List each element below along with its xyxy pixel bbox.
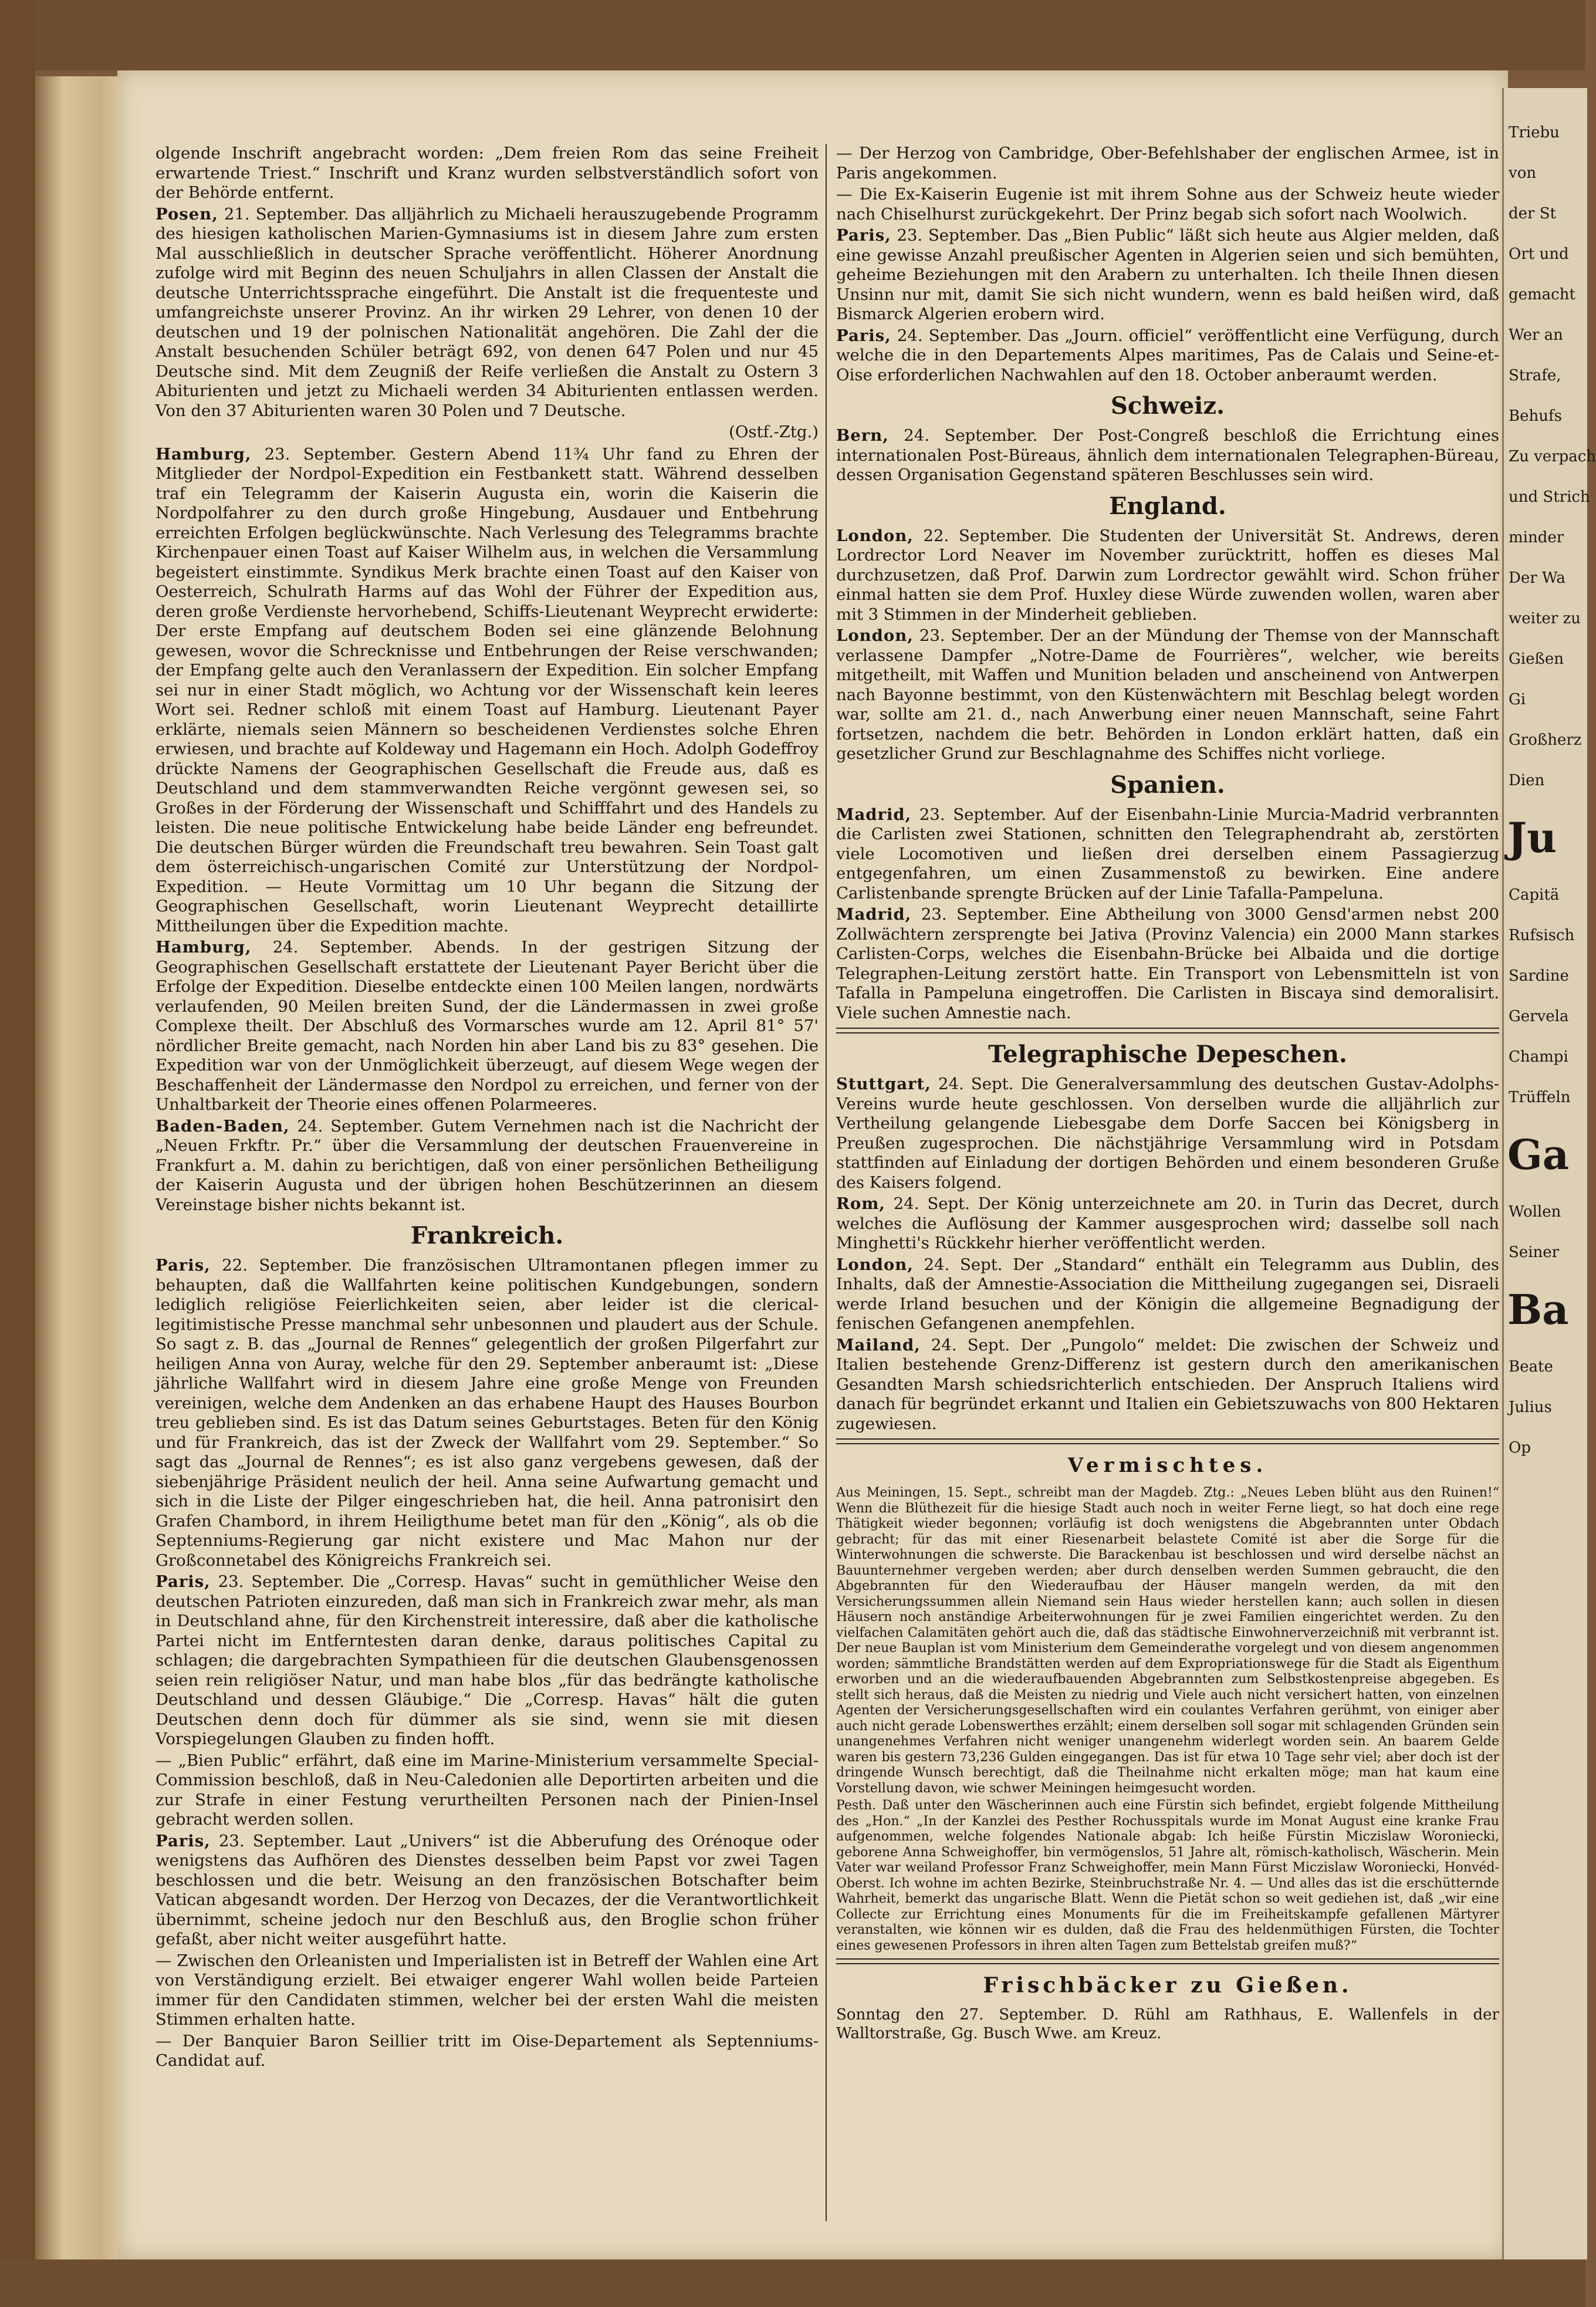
dateline: London,: [836, 526, 914, 545]
adjacent-page-text: Dien: [1509, 772, 1545, 789]
adjacent-page-text: Op: [1509, 1439, 1531, 1457]
adjacent-page-text: Gervela: [1509, 1008, 1569, 1025]
adjacent-page-text: Gießen: [1509, 650, 1564, 668]
adjacent-page-text: Strafe,: [1509, 367, 1561, 384]
adjacent-page-text: weiter zu: [1509, 610, 1581, 627]
right-article: Madrid, 23. September. Auf der Eisenbahn-Linie Murcia-Madrid verbrannten die Carlisten zwei Stationen, schnitten den Telegraphendraht ab, zerstörten viele Locomotiven und ließen drei derselben einem Passagierzug entgegenfahren, um einen Zusammenstoß zu bewirken. Eine andere Carlistenbande sprengte Brücken auf der Linie Tafalla-Pampeluna.: [836, 805, 1499, 903]
dateline: London,: [836, 1255, 914, 1274]
adjacent-page-text: Sardine: [1509, 967, 1569, 985]
telegraph-item: Rom, 24. Sept. Der König unterzeichnete am 20. in Turin das Decret, durch welches die Auflösung der Kammer ausgesprochen wird; dasselbe soll nach Minghetti's Rückkehr hierher veröffentlicht werden.: [836, 1194, 1499, 1252]
adjacent-page-text: Champi: [1509, 1048, 1568, 1066]
adjacent-page-text: Behufs: [1509, 407, 1562, 425]
vermischtes-text: [836, 1485, 1499, 1954]
left-column: [155, 144, 819, 2227]
left-section-heading: Frankreich.: [410, 1222, 564, 1249]
dateline: Paris,: [155, 1256, 211, 1275]
right-article: London, 23. September. Der an der Mündung der Themse von der Mannschaft verlassene Dampfer „Notre-Dame de Fourrières“, welcher, wie bereits mitgetheilt, mit Waffen und Munition beladen und anscheinend von Antwerpen nach Bayonne bestimmt, von den Küstenwächtern mit Beschlag belegt worden war, sollte am 21. d., nach Anwerbung einer neuen Mannschaft, seine Fahrt fortsetzen, nachdem die betr. Behörden in London erklärt hatten, daß ein gesetzlicher Grund zur Beschlagnahme des Schiffes nicht vorliege.: [836, 626, 1499, 763]
adjacent-page-text: Großherz: [1509, 731, 1582, 749]
vermischtes-heading: Vermischtes.: [1067, 1454, 1268, 1477]
dateline: Paris,: [836, 226, 891, 245]
right-section-heading: Schweiz.: [1110, 392, 1225, 420]
adjacent-page-text: von: [1509, 164, 1537, 182]
adjacent-page-text: Ju: [1507, 813, 1557, 862]
adjacent-page-text: Trüffeln: [1509, 1089, 1571, 1106]
dateline: Mailand,: [836, 1335, 921, 1355]
left-article: Baden-Baden, 24. September. Gutem Vernehmen nach ist die Nachricht der „Neuen Frkftr. Pr.“ über die Versammlung der deutschen Frauenvereine in Frankfurt a. M. dahin zu berichtigen, daß von einer persönlichen Betheiligung der Kaiserin Augusta und der übrigen hohen Beschützerinnen an diesem Vereinstage bisher nichts bekannt ist.: [155, 1116, 819, 1214]
right-article: Madrid, 23. September. Eine Abtheilung von 3000 Gensd'armen nebst 200 Zollwächtern zersprengte bei Jativa (Provinz Valencia) ein 2000 Mann starkes Carlisten-Corps, welches die Eisenbahn-Brücke bei Albaida und die dortige Telegraphen-Leitung zerstört hatte. Ein Transport von Lebensmitteln ist von Tafalla in Pampeluna eingetroffen. Die Carlisten in Biscaya sind demoralisirt. Viele suchen Amnestie nach.: [836, 905, 1499, 1022]
adjacent-page-text: Beate: [1509, 1358, 1553, 1376]
vermischtes-paragraph: Pesth. Daß unter den Wäscherinnen auch eine Fürstin sich befindet, ergiebt folgende Mittheilung des „Hon.“ „In der Kanzlei des Pesther Rochusspitals wurde im Monat August eine kranke Frau aufgenommen, welche folgendes Nationale abgab: Ich heiße Fürstin Miczislaw Woroniecki, geborene Anna Schweighoffer, bin vermögenslos, 51 Jahre alt, römisch-katholisch, Wäscherin. Mein Vater war weiland Professor Franz Schweighoffer, mein Mann Fürst Miczislaw Woroniecki, Honvéd-Oberst. Ich wohne im achten Bezirke, Steinbruchstraße Nr. 4. — Und alles das ist die erschütternde Wahrheit, bemerkt das ungarische Blatt. Wenn die Pietät schon so weit gediehen ist, daß „wir eine Collecte zur Errichtung eines Monuments für die im Freiheitskampfe gefallenen Märtyrer veranstalten, wie können wir es dulden, daß die Frau des heldenmüthigen Fürsten, die Tochter eines gewesenen Professors in ihren alten Tagen zum Bettelstab greifen muß?“: [836, 1798, 1499, 1953]
adjacent-page-fragment: [1502, 88, 1596, 2259]
telegraph-item: London, 24. Sept. Der „Standard“ enthält ein Telegramm aus Dublin, des Inhalts, daß der Amnestie-Association die Mittheilung zugegangen sei, Disraeli werde Irland besuchen und der Königin die allgemeine Begnadigung der fenischen Gefangenen anempfehlen.: [836, 1255, 1499, 1333]
section-rule: [836, 1958, 1499, 1964]
dateline: Madrid,: [836, 805, 912, 824]
adjacent-page-text: gemacht: [1509, 286, 1575, 303]
dateline: Madrid,: [836, 905, 912, 924]
page-stack-edge: [35, 76, 129, 2259]
left-article: Paris, 23. September. Laut „Univers“ ist die Abberufung des Orénoque oder wenigstens das Aufhören des Dienstes desselben beim Papst vor zwei Tagen beschlossen und die betr. Weisung an den französischen Botschafter beim Vatican abgesandt worden. Der Herzog von Decazes, der die Verantwortlichkeit übernimmt, scheine jedoch nur den Beschluß aus, den Broglie schon früher gefaßt, aber nicht weiter ausgeführt hatte.: [155, 1831, 819, 1948]
adjacent-page-text: Gi: [1509, 691, 1526, 708]
telegraph-items: [836, 1075, 1499, 1434]
telegraph-heading: Telegraphische Depeschen.: [988, 1041, 1347, 1068]
right-section-heading: Spanien.: [1110, 771, 1225, 799]
dateline: Rom,: [836, 1194, 885, 1213]
adjacent-page-text: Triebu: [1509, 124, 1560, 141]
dateline: Stuttgart,: [836, 1075, 931, 1093]
adjacent-page-text: Der Wa: [1509, 569, 1565, 587]
left-paragraph: — „Bien Public“ erfährt, daß eine im Marine-Ministerium versammelte Special-Commission beschloß, daß in Neu-Caledonien alle Deportirten arbeiten und die zur Strafe in einer Festung verurtheilten Personen nach der Pinien-Insel gebracht werden sollen.: [155, 1751, 819, 1829]
section-rule: [836, 1438, 1499, 1444]
left-paragraph: — Der Banquier Baron Seillier tritt im Oise-Departement als Septenniums-Candidat auf.: [155, 2031, 819, 2070]
dateline: Paris,: [836, 326, 891, 345]
section-rule: [836, 1028, 1499, 1033]
dateline: Bern,: [836, 426, 889, 445]
left-article: Hamburg, 23. September. Gestern Abend 11¾ Uhr fand zu Ehren der Mitglieder der Nordpol-Expedition ein Festbankett statt. Während desselben traf ein Telegramm der Kaiserin Augusta ein, worin die Kaiserin die Nordpolfahrer zu den durch große Hingebung, Ausdauer und Entbehrung erreichten Erfolgen beglückwünschte. Nach Verlesung des Telegramms brachte Kirchenpauer einen Toast auf Kaiser Wilhelm aus, in welchen die Versammlung begeistert einstimmte. Syndikus Merk brachte einen Toast auf den Kaiser von Oesterreich, Schulrath Harms auf das Wohl der Führer der Expedition aus, deren große Verdienste hervorhebend, Schiffs-Lieutenant Weyprecht erwiderte: Der erste Empfang auf deutschem Boden sei eine glänzende Belohnung gewesen, wovor die Schrecknisse und Entbehrungen der Reise verschwanden; der Empfang gelte auch den Veranlassern der Expedition. Ein solcher Empfang sei nur in einer Stadt möglich, wo Achtung vor der Wissenschaft kein leeres Wort sei. Redner schloß mit einem Toast auf Hamburg. Lieutenant Payer erklärte, niemals seien Männern so bescheidenen Verdienstes solche Ehren erwiesen, und brachte auf Koldeway und Hagemann ein Hoch. Adolph Godeffroy drückte Namens der Geographischen Gesellschaft die Freude aus, daß es Deutschland und dem stammverwandten Reiche vergönnt gewesen sei, so Großes in der Förderung der Wissenschaft und Schifffahrt und des Handels zu leisten. Die neue politische Entwickelung habe beide Länder eng befreundet. Die deutschen Bürger würden die Freundschaft treu bewahren. Sein Toast galt dem österreichisch-ungarischen Comité zur Unterstützung der Nordpol-Expedition. — Heute Vormittag um 10 Uhr begann die Sitzung der Geographischen Gesellschaft, worin Lieutenant Weyprecht detaillirte Mittheilungen über die Expedition machte.: [155, 444, 819, 935]
right-article: Bern, 24. September. Der Post-Congreß beschloß die Errichtung eines internationalen Post-Büreaus, ähnlich dem internationalen Telegraphen-Büreau, dessen Organisation Gegenstand späteren Beschlusses sein wird.: [836, 426, 1499, 484]
adjacent-page-text: Capitä: [1509, 886, 1560, 904]
dateline: London,: [836, 626, 914, 645]
dateline: Hamburg,: [155, 938, 252, 957]
right-column-news: [836, 144, 1499, 1023]
telegraph-item: Mailand, 24. Sept. Der „Pungolo“ meldet: Die zwischen der Schweiz und Italien bestehende Grenz-Differenz ist gestern durch den amerikanischen Gesandten Marsh schiedsrichterlich entschieden. Der Anspruch Italiens wird danach für begründet erkannt und Italien ein Gebietszuwachs von 800 Hektaren zugewiesen.: [836, 1335, 1499, 1433]
left-paragraph: olgende Inschrift angebracht worden: „Dem freien Rom das seine Freiheit erwartende Triest.“ Inschrift und Kranz wurden selbstverständlich sofort von der Behörde entfernt.: [155, 144, 819, 202]
right-paragraph: — Der Herzog von Cambridge, Ober-Befehlshaber der englischen Armee, ist in Paris angekommen.: [836, 144, 1499, 183]
adjacent-page-text: Rufsisch: [1509, 927, 1575, 944]
column-divider: [826, 144, 827, 2221]
right-section-heading: England.: [1109, 492, 1226, 520]
dateline: Paris,: [155, 1572, 211, 1591]
dateline: Posen,: [155, 204, 218, 224]
adjacent-page-text: Ba: [1507, 1285, 1569, 1334]
right-article: Paris, 23. September. Das „Bien Public“ läßt sich heute aus Algier melden, daß eine gewisse Anzahl preußischer Agenten in Algerien seien und sich bemühten, geheime Beziehungen mit den Arabern zu unterhalten. Ich theile Ihnen diesen Unsinn nur mit, damit Sie sich nicht wundern, wenn es bald heißen wird, daß Bismarck Algerien erobern wird.: [836, 226, 1499, 323]
adjacent-page-text: minder: [1509, 529, 1564, 546]
frischbaecker-text: Sonntag den 27. September. D. Rühl am Rathhaus, E. Wallenfels in der Walltorstraße, Gg. Busch Wwe. am Kreuz.: [836, 2006, 1499, 2042]
adjacent-page-text: Wer an: [1509, 326, 1563, 344]
dateline: Hamburg,: [155, 444, 252, 464]
adjacent-page-text: der St: [1509, 205, 1556, 222]
left-source-credit: (Ostf.-Ztg.): [729, 423, 819, 441]
bottom-edge: [0, 2259, 1585, 2307]
adjacent-page-text: Julius: [1509, 1399, 1552, 1416]
left-article: Hamburg, 24. September. Abends. In der gestrigen Sitzung der Geographischen Gesellschaft erstattete der Lieutenant Payer Bericht über die Erfolge der Expedition. Dieselbe entdeckte einen 100 Meilen langen, nordwärts verlaufenden, 90 Meilen breiten Sund, der die Ländermassen in zwei große Complexe theilt. Der Abschluß des Vormarsches wurde am 12. April 81° 57' nördlicher Breite gemacht, nach Norden hin aber Land bis zu 83° gesehen. Die Expedition war von der Unmöglichkeit überzeugt, auf diesem Wege wegen der Beschaffenheit der Ländermasse den Nordpol zu erreichen, und ferner von der Unhaltbarkeit der Theorie eines offenen Polarmeeres.: [155, 938, 819, 1114]
left-article: Paris, 23. September. Die „Corresp. Havas“ sucht in gemüthlicher Weise den deutschen Patrioten einzureden, daß man sich in Frankreich zwar mehr, als man in Deutschland ahne, für den Kirchenstreit interessire, daß aber die katholische Partei nicht im Entferntesten daran denke, daraus politisches Capital zu schlagen; die dargebrachten Sympathieen für die deutschen Glaubensgenossen seien rein religiöser Natur, und man habe blos „für das bedrängte katholische Deutschland und dessen Gläubige.“ Die „Corresp. Havas“ hält die guten Deutschen denn doch für dümmer als sie sind, wenn sie mit diesen Vorspiegelungen Glauben zu finden hofft.: [155, 1572, 819, 1748]
dateline: Baden-Baden,: [155, 1116, 290, 1136]
left-article: Posen, 21. September. Das alljährlich zu Michaeli herauszugebende Programm des hiesigen katholischen Marien-Gymnasiums ist in diesem Jahre zum ersten Mal ausschließlich in deutscher Sprache veröffentlicht. Höherer Anordnung zufolge wird mit Beginn des neuen Schuljahrs in allen Classen der Anstalt die deutsche Unterrichtssprache eingeführt. Die Anstalt ist die frequenteste und umfangreichste unserer Provinz. An ihr wirken 29 Lehrer, von denen 10 der deutschen und 19 der polnischen Nationalität angehören. Die Zahl der die Anstalt besuchenden Schüler beträgt 692, von denen 647 Polen und nur 45 Deutsche sind. Mit dem Zeugniß der Reife verließen die Anstalt zu Ostern 3 Abiturienten und jetzt zu Michaeli werden 34 Abiturienten entlassen werden. Von den 37 Abiturienten waren 30 Polen und 7 Deutsche.: [155, 204, 819, 420]
right-paragraph: — Die Ex-Kaiserin Eugenie ist mit ihrem Sohne aus der Schweiz heute wieder nach Chiselhurst zurückgekehrt. Der Prinz begab sich sofort nach Woolwich.: [836, 185, 1499, 224]
adjacent-page-text: Ga: [1507, 1130, 1570, 1179]
adjacent-page-text: und Strich: [1509, 488, 1590, 506]
right-column: [836, 144, 1499, 2227]
telegraph-item: Stuttgart, 24. Sept. Die Generalversammlung des deutschen Gustav-Adolphs-Vereins wurde heute geschlossen. Von derselben wurde die alljährlich zur Vertheilung gelangende Liebesgabe dem Dorfe Saccen bei Königsberg in Preußen zugesprochen. Die nächstjährige Versammlung wird in Potsdam stattfinden auf Einladung der dortigen Behörden und einem besonderen Gruße des Kaisers folgend.: [836, 1075, 1499, 1192]
frischbaecker-heading: Frischbäcker zu Gießen.: [983, 1973, 1352, 1998]
right-article: London, 22. September. Die Studenten der Universität St. Andrews, deren Lordrector Lord Neaver im November zurücktritt, hoffen es dieses Mal durchzusetzen, daß Prof. Darwin zum Lordrector gewählt wird. Schon früher einmal hatten sie dem Prof. Huxley diese Würde zuwenden wollen, waren aber mit 3 Stimmen in der Minderheit geblieben.: [836, 526, 1499, 624]
adjacent-page-text: Wollen: [1509, 1203, 1561, 1221]
left-paragraph: — Zwischen den Orleanisten und Imperialisten ist in Betreff der Wahlen eine Art von Verständigung erzielt. Bei etwaiger engerer Wahl wollen beide Parteien immer für den Candidaten stimmen, welcher bei der ersten Wahl die meisten Stimmen erhalten hatte.: [155, 1951, 819, 2029]
left-article: Paris, 22. September. Die französischen Ultramontanen pflegen immer zu behaupten, daß die Wallfahrten keine politischen Kundgebungen, sondern lediglich religiöse Feierlichkeiten seien, aber leider ist die clerical-legitimistische Presse manchmal sehr unbesonnen und plaudert aus der Schule. So sagt z. B. das „Journal de Rennes“ gelegentlich der großen Pilgerfahrt zur heiligen Anna von Auray, welche für den 29. September anberaumt ist: „Diese jährliche Wallfahrt wird in diesem Jahre eine große Menge von Freunden vereinigen, welche dem Andenken an das erhabene Haupt des Hauses Bourbon treu geblieben sind. Es ist das Datum seines Geburtstages. Beten für den König und für Frankreich, das ist der Zweck der Wallfahrt vom 29. September.“ So sagt das „Journal de Rennes“; es ist also ganz vergebens gewesen, daß der siebenjährige Präsident neulich der heil. Anna seine Aufwartung gemacht und sich in die Liste der Pilger eingeschrieben hat, die heil. Anna patronisirt den Grafen Chambord, in ihrem Heiligthume betet man für den „König“, als ob die Septenniums-Regierung gar nicht existere und Mac Mahon nur der Großconnetabel des Königreichs Frankreich sei.: [155, 1256, 819, 1570]
right-article: Paris, 24. September. Das „Journ. officiel“ veröffentlicht eine Verfügung, durch welche die in den Departements Alpes maritimes, Pas de Calais und Seine-et-Oise erforderlichen Nachwahlen auf den 18. October anberaumt werden.: [836, 326, 1499, 384]
vermischtes-paragraph: Aus Meiningen, 15. Sept., schreibt man der Magdeb. Ztg.: „Neues Leben blüht aus den Ruinen!“ Wenn die Blüthezeit für die hiesige Stadt auch noch in weiter Ferne liegt, so hat doch eine rege Thätigkeit wieder begonnen; vorläufig ist doch wenigstens die Abgebrannten unter Obdach gebracht; für das mit einer Riesenarbeit belastete Comité ist aber die Sorge für die Winterwohnungen die schwerste. Die Barackenbau ist beschlossen und wird derselbe nächst an Bauunternehmer vergeben werden; aber durch denselben werden Summen gebraucht, die den Abgebrannten für den Wiederaufbau der Häuser mangeln werden, da mit den Versicherungssummen allein Niemand sein Haus wieder herstellen kann; auch sollen in diesen Häusern noch anständige Arbeiterwohnungen für je zwei Familien eingerichtet werden. Zu den vielfachen Calamitäten gehört auch die, daß das städtische Einwohnerverzeichniß mit verbrannt ist. Der neue Bauplan ist vom Ministerium dem Gemeinderathe vorgelegt und von diesem angenommen worden; sämmtliche Brandstätten werden auf dem Expropriationswege für die Stadt als Eigenthum erworben und an die wiederaufbauenden Abgebrannten zum Selbstkostenpreise abgegeben. Es stellt sich heraus, daß die Meisten zu niedrig und Viele auch nicht versichert hatten, von einzelnen Agenten der Versicherungsgesellschaften wird ein coulantes Verfahren gerühmt, von einiger aber auch nicht gerade Lobenswerthes erzählt; einem derselben soll sogar mit schlagenden Gründen sein unangenehmes Verfahren nicht weniger unangenehm widerlegt worden sein. An baarem Gelde waren bis gestern 73,236 Gulden eingegangen. Das ist für etwa 10 Tage sehr viel; aber doch ist der dringende Wunsch berechtigt, daß die Theilnahme nicht erkalten möge; man hat kaum eine Vorstellung davon, wie schwer Meiningen heimgesucht worden.: [836, 1485, 1499, 1796]
adjacent-page-text: Seiner: [1509, 1244, 1560, 1261]
left-binding: [0, 0, 35, 2307]
adjacent-page-text: Ort und: [1509, 245, 1569, 263]
dateline: Paris,: [155, 1831, 211, 1850]
adjacent-page-text: Zu verpach: [1509, 448, 1596, 465]
top-edge: [0, 0, 1585, 70]
